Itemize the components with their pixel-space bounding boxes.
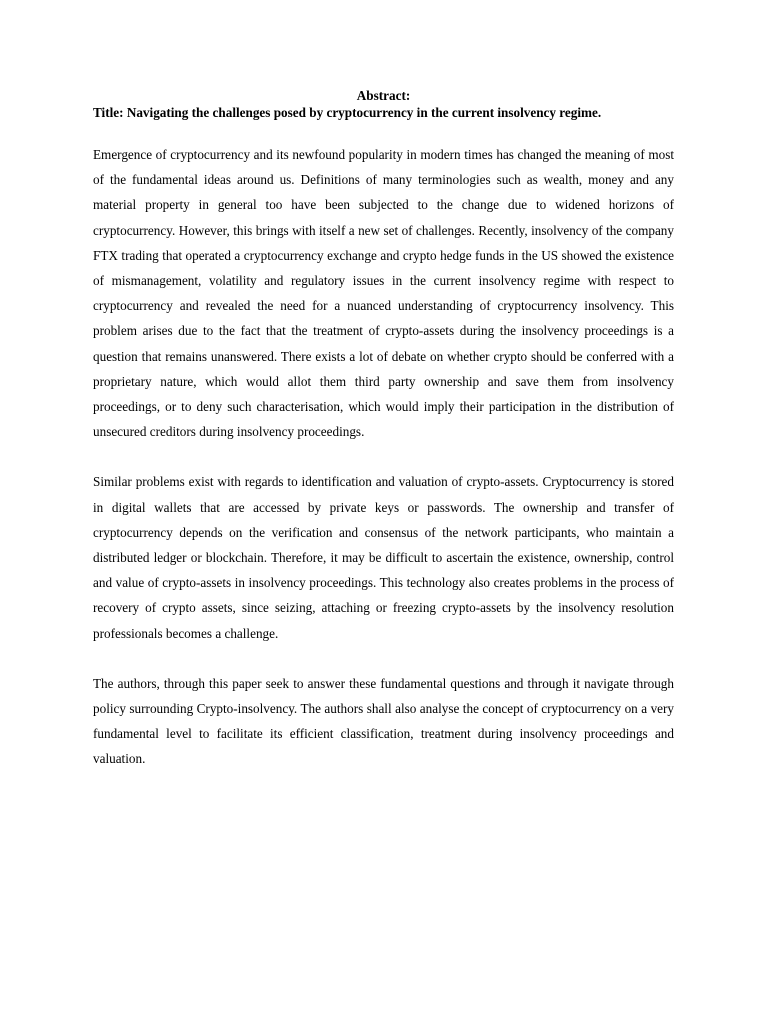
abstract-heading: Abstract: [356, 88, 411, 103]
document-page [93, 87, 674, 772]
paragraph-1: Emergence of cryptocurrency and its newfound popularity in modern times has changed the meaning of most of the fundamental ideas around us. Definitions of many terminologies such as wealth, money and any material property in general too have been subjected to the change due to widened horizons of cryptocurrency. However, this brings with itself a new set of challenges. Recently, insolvency of the company FTX trading that operated a cryptocurrency exchange and crypto hedge funds in the US showed the existence of mismanagement, volatility and regulatory issues in the current insolvency regime with respect to cryptocurrency and revealed the need for a nuanced understanding of cryptocurrency insolvency. This problem arises due to the fact that the treatment of crypto-assets during the insolvency proceedings is a question that remains unanswered. There exists a lot of debate on whether crypto should be conferred with a proprietary nature, which would allot them third party ownership and save them from insolvency proceedings, or to deny such characterisation, which would imply their participation in the distribution of unsecured creditors during insolvency proceedings. [93, 147, 674, 440]
paragraph-3: The authors, through this paper seek to answer these fundamental questions and through it navigate through policy surrounding Crypto-insolvency. The authors shall also analyse the concept of cryptocurrency on a very fundamental level to facilitate its efficient classification, treatment during insolvency proceedings and valuation. [93, 675, 674, 767]
document-title: Title: Navigating the challenges posed by cryptocurrency in the current insolvency regime. [93, 105, 602, 120]
paragraph-2: Similar problems exist with regards to identification and valuation of crypto-assets. Cryptocurrency is stored in digital wallets that are accessed by private keys or passwords. The ownership and transfer of cryptocurrency depends on the verification and consensus of the network participants, who maintain a distributed ledger or blockchain. Therefore, it may be difficult to ascertain the existence, ownership, control and value of crypto-assets in insolvency proceedings. This technology also creates problems in the process of recovery of crypto assets, since seizing, attaching or freezing crypto-assets by the insolvency resolution professionals becomes a challenge. [93, 474, 674, 641]
